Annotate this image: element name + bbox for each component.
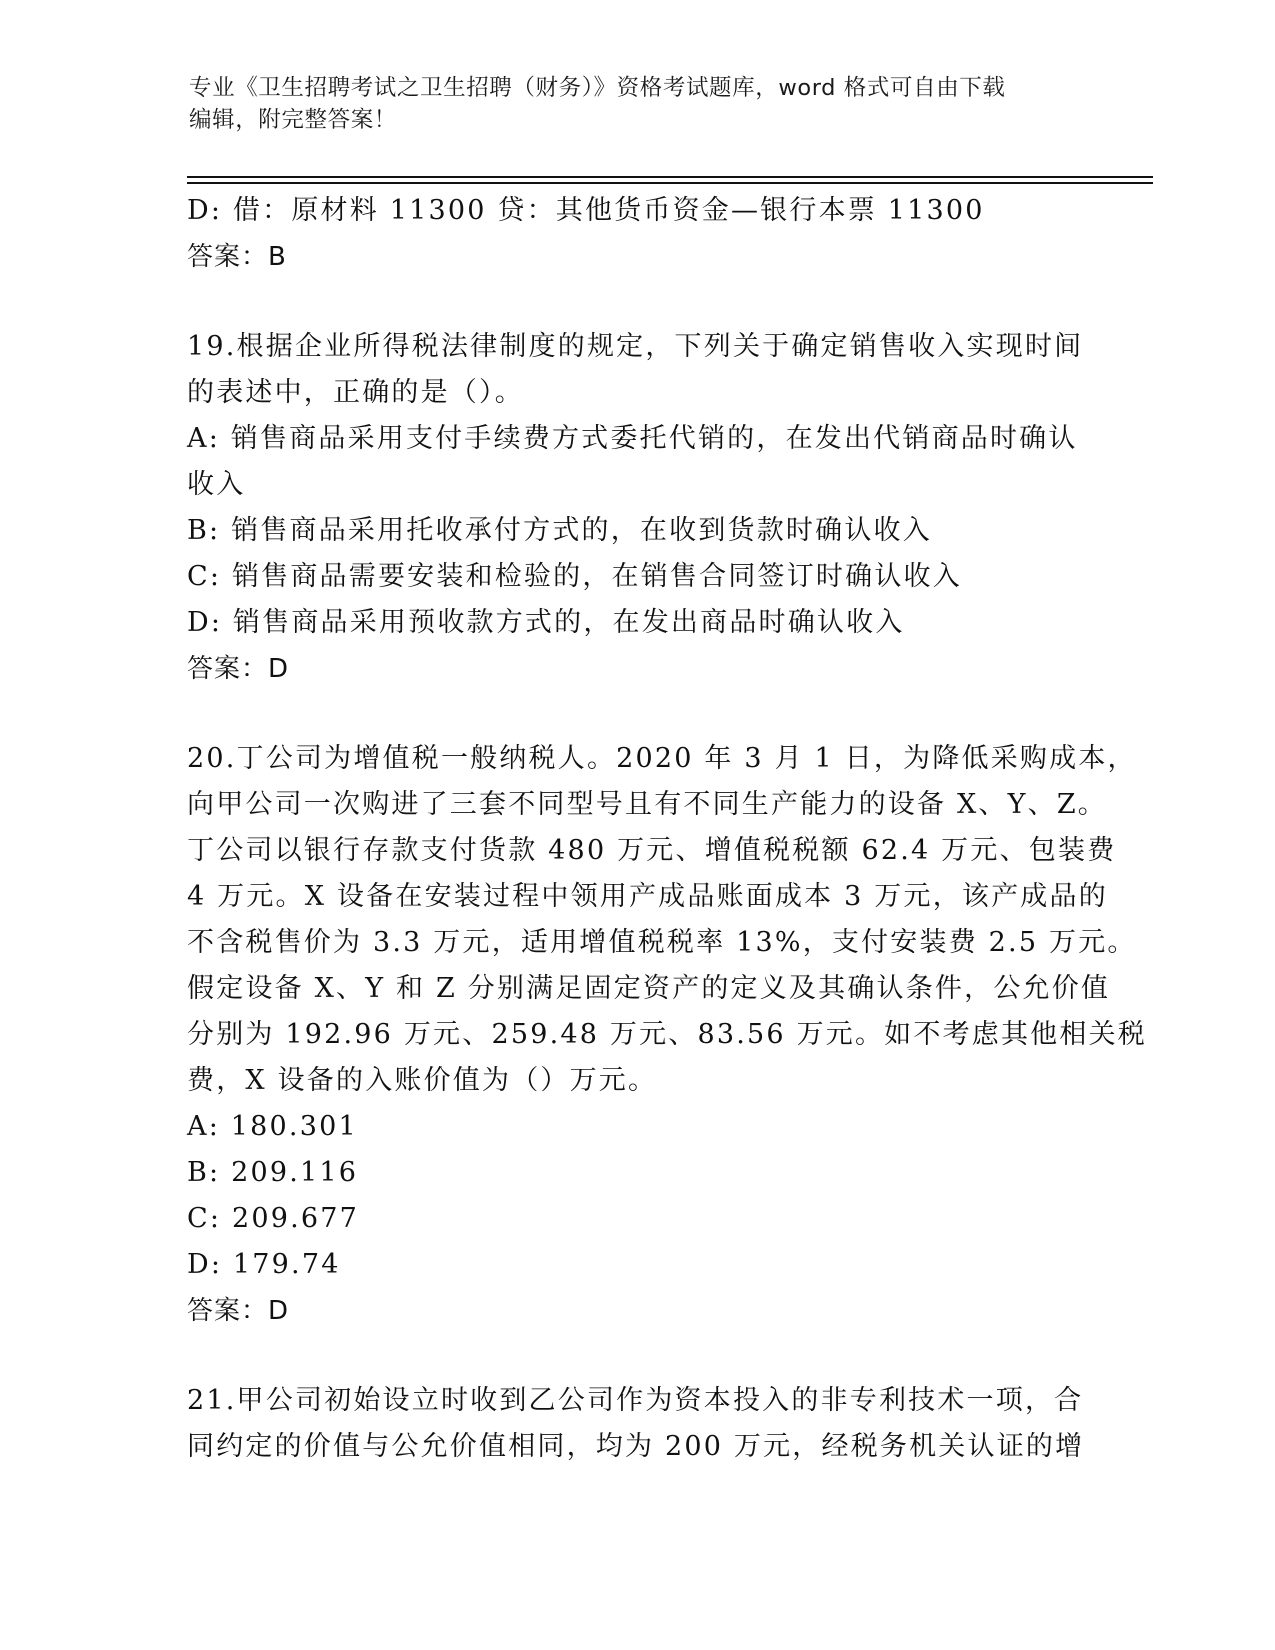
document-body: [187, 188, 1147, 1470]
spacer: [187, 692, 1087, 736]
q20-stem-line: 丁公司以银行存款支付货款 480 万元、增值税税额 62.4 万元、包装费: [187, 835, 1117, 866]
question-20: [187, 736, 1147, 1334]
q20-answer: 答案：D: [187, 1296, 290, 1326]
header-line-1: 专业《卫生招聘考试之卫生招聘（财务）》资格考试题库，word 格式可自由下载: [189, 75, 1006, 101]
q20-stem-line: 费，X 设备的入账价值为（）万元。: [187, 1065, 658, 1096]
q20-option-c: C: 209.677: [187, 1203, 359, 1234]
q21-stem-line-1: 21.甲公司初始设立时收到乙公司作为资本投入的非专利技术一项，合: [187, 1385, 1084, 1416]
q19-option-d: D: 销售商品采用预收款方式的，在发出商品时确认收入: [187, 607, 905, 638]
q19-option-b: B: 销售商品采用托收承付方式的，在收到货款时确认收入: [187, 515, 932, 546]
spacer: [187, 280, 1087, 324]
q20-option-a: A: 180.301: [187, 1111, 358, 1142]
q20-stem-line: 20.丁公司为增值税一般纳税人。2020 年 3 月 1 日，为降低采购成本，: [187, 743, 1137, 774]
header-line-2: 编辑，附完整答案！: [189, 107, 397, 133]
q21-stem-line-2: 同约定的价值与公允价值相同，均为 200 万元，经税务机关认证的增: [187, 1431, 1085, 1462]
q20-stem-line: 不含税售价为 3.3 万元，适用增值税税率 13%，支付安装费 2.5 万元。: [187, 927, 1137, 958]
q19-stem-line-2: 的表述中，正确的是（）。: [187, 377, 524, 408]
q20-stem-line: 假定设备 X、Y 和 Z 分别满足固定资产的定义及其确认条件，公允价值: [187, 973, 1111, 1004]
q19-stem-line-1: 19.根据企业所得税法律制度的规定，下列关于确定销售收入实现时间: [187, 331, 1084, 362]
q20-stem-line: 分别为 192.96 万元、259.48 万元、83.56 万元。如不考虑其他相关税: [187, 1019, 1147, 1050]
prev-option-d: D: 借：原材料 11300 贷：其他货币资金—银行本票 11300: [187, 195, 985, 226]
q20-stem-line: 向甲公司一次购进了三套不同型号且有不同生产能力的设备 X、Y、Z。: [187, 789, 1107, 820]
header-rule-bottom: [187, 182, 1153, 184]
spacer: [187, 1334, 1087, 1378]
q19-option-a-line-2: 收入: [187, 469, 246, 500]
question-21: [187, 1378, 1087, 1470]
question-19: [187, 324, 1087, 692]
q19-option-a-line-1: A: 销售商品采用支付手续费方式委托代销的，在发出代销商品时确认: [187, 423, 1078, 454]
q20-stem-line: 4 万元。X 设备在安装过程中领用产成品账面成本 3 万元，该产成品的: [187, 881, 1108, 912]
q19-option-c: C: 销售商品需要安装和检验的，在销售合同签订时确认收入: [187, 561, 962, 592]
prev-answer: 答案：B: [187, 242, 287, 272]
q20-option-b: B: 209.116: [187, 1157, 359, 1188]
q20-option-d: D: 179.74: [187, 1249, 341, 1280]
q19-answer: 答案：D: [187, 654, 290, 684]
page-header: [189, 72, 1089, 136]
header-rule-top: [187, 176, 1153, 178]
